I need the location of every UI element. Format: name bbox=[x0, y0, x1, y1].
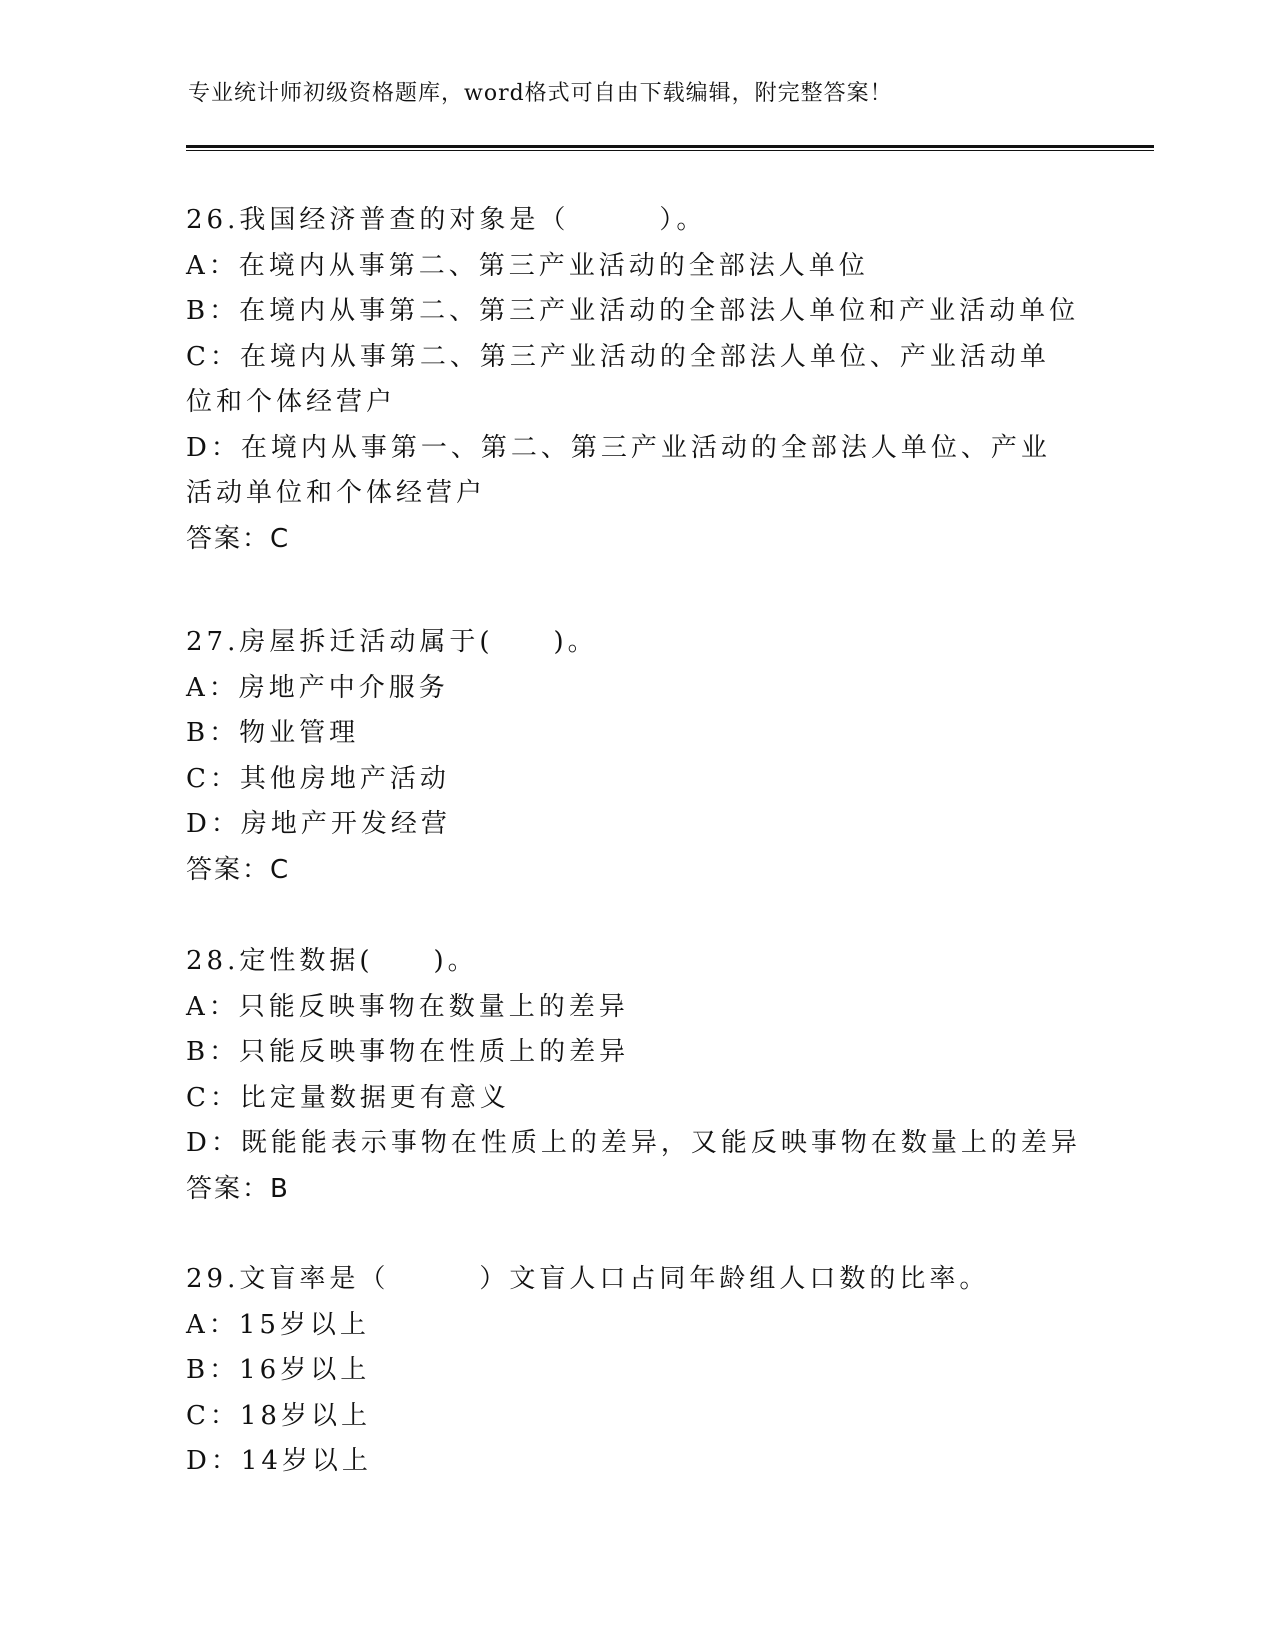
question-28 bbox=[186, 939, 1086, 1212]
header-rule-thin bbox=[186, 150, 1154, 151]
option-a: A：只能反映事物在数量上的差异 bbox=[186, 991, 629, 1022]
option-d: D：既能能表示事物在性质上的差异，又能反映事物在数量上的差异 bbox=[186, 1128, 1081, 1158]
question-27 bbox=[186, 620, 1086, 893]
option-a: A：房地产中介服务 bbox=[186, 672, 449, 703]
option-d: D：14岁以上 bbox=[186, 1446, 372, 1476]
option-b: B：只能反映事物在性质上的差异 bbox=[186, 1037, 630, 1067]
option-b: B：16岁以上 bbox=[186, 1355, 371, 1385]
question-stem: 29.文盲率是（ ）文盲人口占同年龄组人口数的比率。 bbox=[186, 1264, 990, 1294]
option-d: D：在境内从事第一、第二、第三产业活动的全部法人单位、产业活动单位和个体经营户 bbox=[186, 432, 1051, 508]
answer: 答案：B bbox=[186, 1173, 290, 1204]
question-26 bbox=[186, 198, 1086, 562]
header-rule-thick bbox=[186, 145, 1154, 148]
question-29 bbox=[186, 1257, 1086, 1485]
option-a: A：在境内从事第二、第三产业活动的全部法人单位 bbox=[186, 250, 869, 281]
answer: 答案：C bbox=[186, 854, 291, 885]
question-stem: 28.定性数据( )。 bbox=[186, 946, 478, 976]
option-b: B：在境内从事第二、第三产业活动的全部法人单位和产业活动单位 bbox=[186, 296, 1080, 326]
option-c: C：在境内从事第二、第三产业活动的全部法人单位、产业活动单位和个体经营户 bbox=[186, 341, 1050, 417]
option-c: C：18岁以上 bbox=[186, 1400, 371, 1431]
option-a: A：15岁以上 bbox=[186, 1309, 370, 1340]
page-header: 专业统计师初级资格题库，word格式可自由下载编辑，附完整答案！ bbox=[188, 81, 893, 106]
option-b: B：物业管理 bbox=[186, 718, 360, 748]
question-stem: 27.房屋拆迁活动属于( )。 bbox=[186, 627, 598, 657]
answer: 答案：C bbox=[186, 523, 291, 554]
option-c: C：其他房地产活动 bbox=[186, 763, 450, 794]
question-stem: 26.我国经济普查的对象是（ ）。 bbox=[186, 205, 707, 235]
option-d: D：房地产开发经营 bbox=[186, 809, 451, 839]
option-c: C：比定量数据更有意义 bbox=[186, 1082, 510, 1113]
